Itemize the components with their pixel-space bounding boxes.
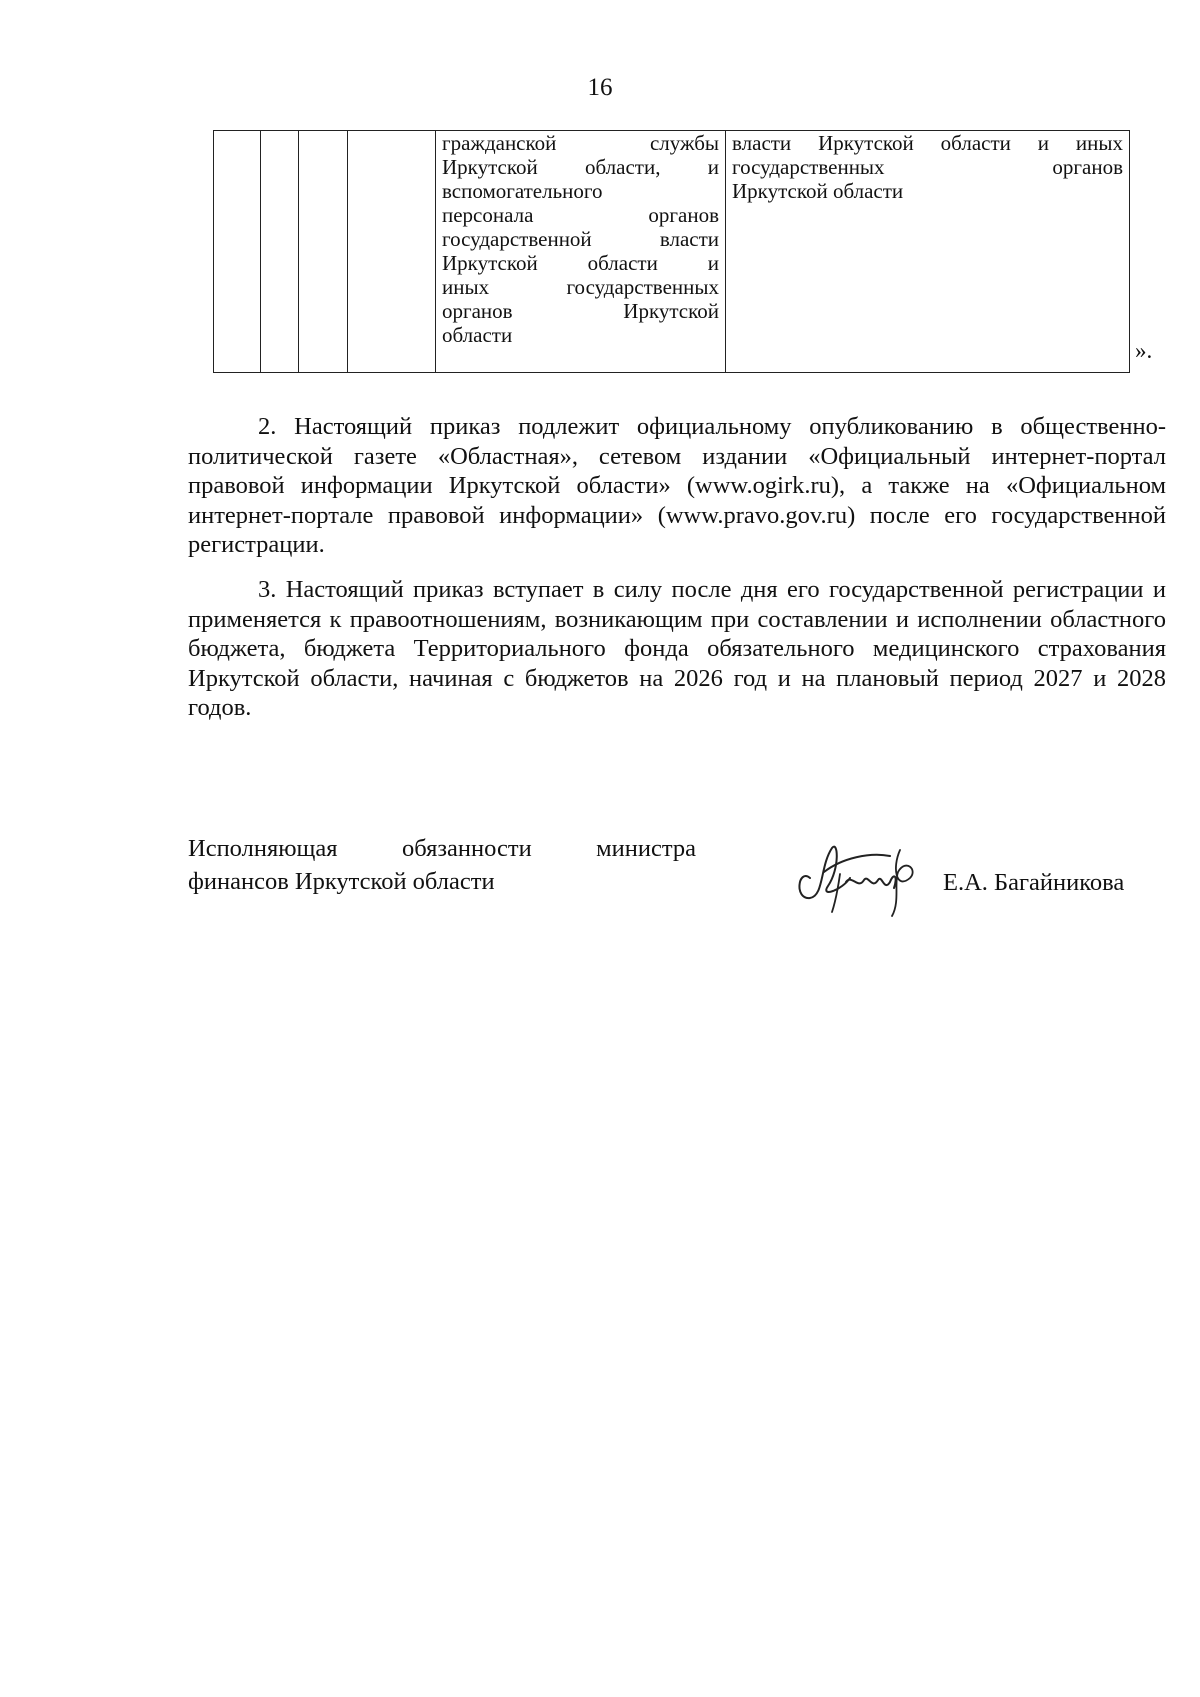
handwritten-signature (780, 838, 930, 918)
cell-line: Иркутской области, и (442, 155, 719, 179)
table-cell-3 (299, 131, 348, 373)
cell-line: вспомогательного (442, 179, 603, 203)
body-paragraph-3-wrap (188, 575, 1166, 723)
paragraph-effective-date: 3. Настоящий приказ вступает в силу после дня его государственной регистрации и применяется к правоотношениям, возникающим при составлении и исполнении областного бюджета, бюджета Территориального фонда обязательного медицинского страхования Иркутской области, начиная с бюджетов на 2026 год и на плановый период 2027 и 2028 годов. (188, 576, 1166, 721)
cell-line: персонала органов (442, 203, 719, 227)
signatory-name: Е.А. Багайникова (943, 869, 1125, 896)
cell-line: Иркутской области (732, 179, 904, 203)
continuation-table (213, 130, 1130, 373)
cell-line: Иркутской области и (442, 251, 719, 275)
cell-line: государственных органов (732, 155, 1123, 179)
page-number: 16 (587, 74, 613, 101)
signatory-title (188, 832, 696, 898)
table-cell-1 (214, 131, 261, 373)
cell-line: области (442, 323, 513, 347)
table-cell-bodies (726, 131, 1130, 373)
cell-line: иных государственных (442, 275, 719, 299)
cell-line: гражданской службы (442, 131, 719, 155)
cell-line: власти Иркутской области и иных (732, 131, 1123, 155)
paragraph-publication: 2. Настоящий приказ подлежит официальному опубликованию в общественно-политической газете «Областная», сетевом издании «Официальный интернет-портал правовой информации Иркутской области» (www.ogirk.ru), а также на «Официальном интернет-портале правовой информации» (www.pravo.gov.ru) после его государственной регистрации. (188, 413, 1166, 558)
table-closing-mark: ». (1135, 338, 1153, 363)
cell-line: органов Иркутской (442, 299, 719, 323)
body-paragraph-2-wrap (188, 412, 1166, 560)
table-cell-4 (348, 131, 436, 373)
table-cell-2 (261, 131, 299, 373)
signatory-title-line-1: Исполняющая обязанности министра (188, 835, 696, 862)
cell-line: государственной власти (442, 227, 719, 251)
table-cell-description (436, 131, 726, 373)
signatory-title-line-2: финансов Иркутской области (188, 868, 495, 895)
